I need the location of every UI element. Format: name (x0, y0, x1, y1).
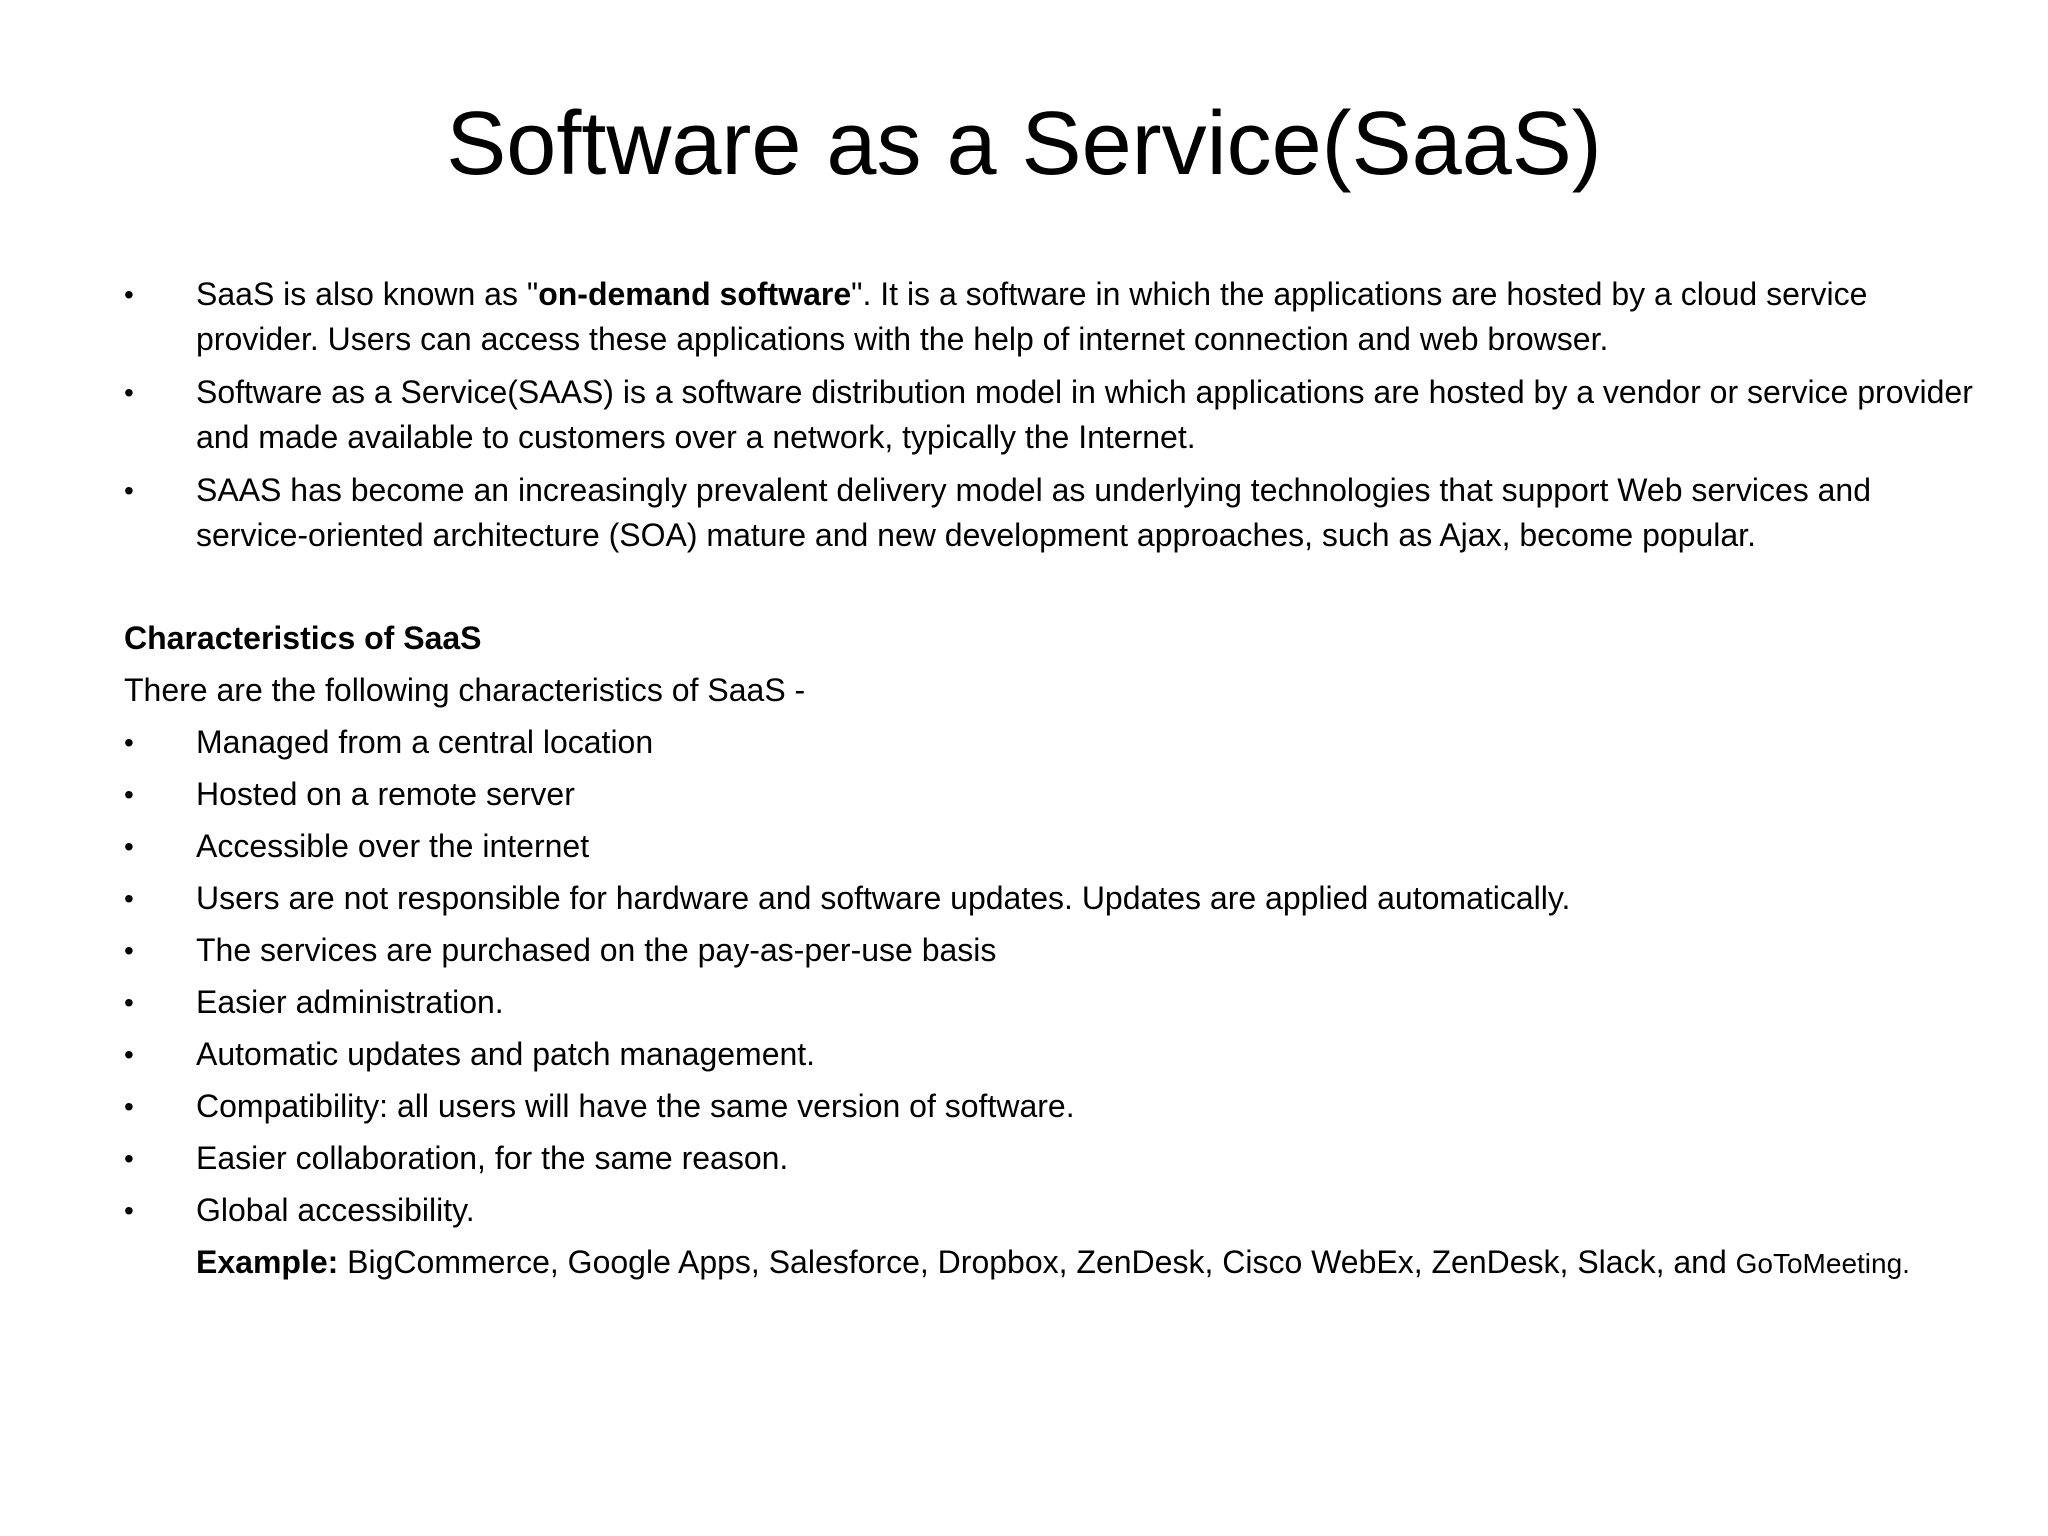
intro-bullet (124, 272, 1984, 362)
bullet-text-bold: on-demand software (538, 276, 852, 312)
list-item (124, 824, 1984, 869)
slide-title: Software as a Service(SaaS) (446, 94, 1602, 194)
bullet-dot: • (124, 377, 134, 408)
example-paragraph (124, 1240, 1984, 1286)
bullet-dot: • (124, 1091, 134, 1122)
list-item (124, 928, 1984, 973)
list-item-text: Users are not responsible for hardware and software updates. Updates are applied automatically. (196, 880, 1571, 916)
list-item-text: Automatic updates and patch management. (196, 1036, 816, 1072)
bullet-dot: • (124, 883, 134, 914)
bullet-dot: • (124, 1039, 134, 1070)
list-item (124, 876, 1984, 921)
bullet-dot: • (124, 1195, 134, 1226)
bullet-text-post: ". It is a software in which the applications are hosted by a cloud service provider. Users can access these applications with the help of internet connection and web browser. (196, 276, 1868, 357)
list-item-text: Accessible over the internet (196, 828, 590, 864)
example-text: BigCommerce, Google Apps, Salesforce, Dropbox, ZenDesk, Cisco WebEx, ZenDesk, Slack, and (338, 1244, 1736, 1280)
bullet-dot: • (124, 475, 134, 506)
example-label: Example: (196, 1244, 339, 1280)
intro-bullet (124, 370, 1984, 460)
bullet-dot: • (124, 987, 134, 1018)
bullet-dot: • (124, 831, 134, 862)
characteristics-heading: Characteristics of SaaS (124, 620, 482, 656)
list-item (124, 772, 1984, 817)
list-item-text: Compatibility: all users will have the same version of software. (196, 1088, 1075, 1124)
list-item-text: Easier collaboration, for the same reason. (196, 1140, 789, 1176)
example-tail: GoToMeeting. (1735, 1248, 1910, 1279)
bullet-dot: • (124, 935, 134, 966)
list-item (124, 980, 1984, 1025)
list-item-text: Hosted on a remote server (196, 776, 575, 812)
bullet-dot: • (124, 279, 134, 310)
characteristics-list (124, 720, 1984, 1233)
list-item (124, 1084, 1984, 1129)
list-item-text: The services are purchased on the pay-as-per-use basis (196, 932, 997, 968)
bullet-dot: • (124, 779, 134, 810)
list-item-text: Global accessibility. (196, 1192, 475, 1228)
bullet-dot: • (124, 727, 134, 758)
list-item (124, 1032, 1984, 1077)
list-item (124, 720, 1984, 765)
slide-body (124, 272, 1984, 1286)
bullet-text-pre: SaaS is also known as " (196, 276, 539, 312)
list-item (124, 1136, 1984, 1181)
list-item (124, 1188, 1984, 1233)
list-item-text: Managed from a central location (196, 724, 654, 760)
bullet-text: Software as a Service(SAAS) is a software distribution model in which applications are hosted by a vendor or service provider and made available to customers over a network, typically the Internet. (196, 374, 1973, 455)
bullet-dot: • (124, 1143, 134, 1174)
list-item-text: Easier administration. (196, 984, 504, 1020)
characteristics-lead: There are the following characteristics of SaaS - (124, 672, 806, 708)
section-gap (124, 566, 1984, 616)
intro-bullet (124, 468, 1984, 558)
bullet-text: SAAS has become an increasingly prevalent delivery model as underlying technologies that support Web services and service-oriented architecture (SOA) mature and new development approaches, such as Ajax, become popular. (196, 472, 1872, 553)
